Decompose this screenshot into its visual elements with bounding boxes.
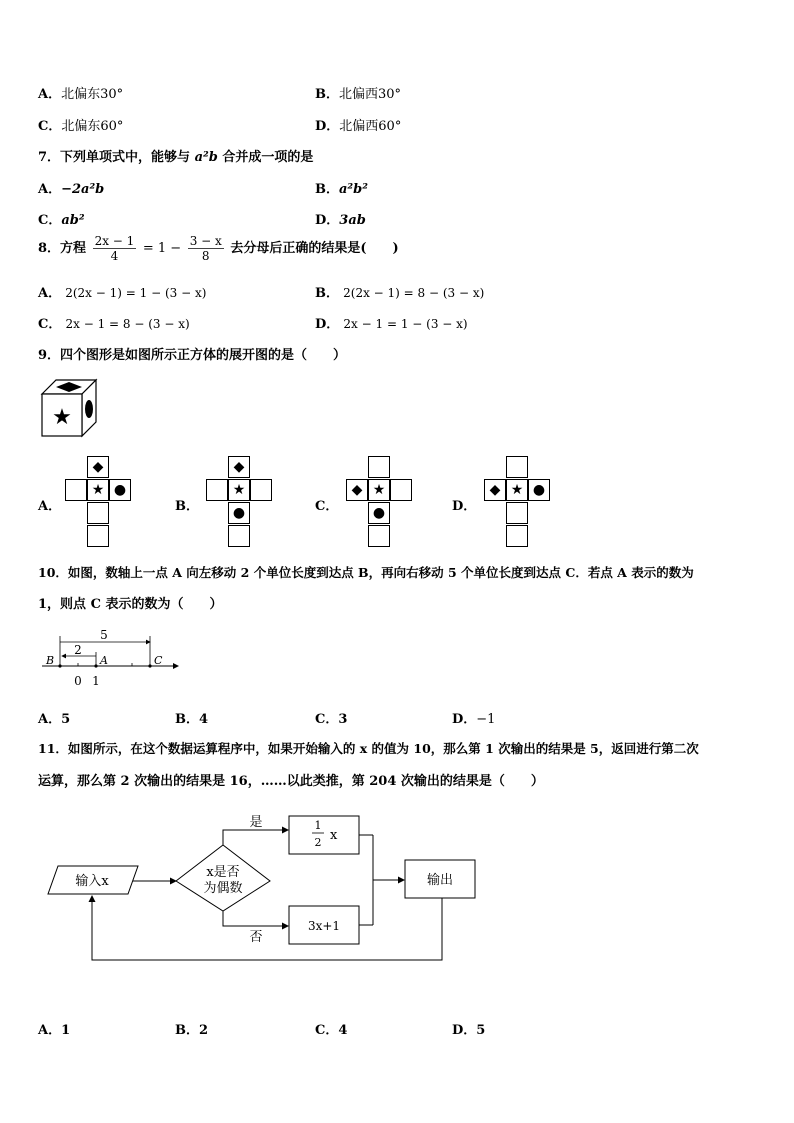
half-numerator: 1 [314,819,322,832]
q8-stem [38,234,399,263]
equals-part: = 1 − [142,241,182,256]
label-5: 5 [100,628,108,642]
diamond-icon: ◆ [489,482,501,498]
dot-icon: ● [532,482,546,498]
option-letter: D． [315,119,340,134]
option-letter: C． [315,712,339,727]
star-icon: ★ [52,405,72,430]
option-text: 3 [338,712,348,727]
cube-figure [40,378,100,440]
q7-option-a [38,178,104,197]
fraction-denominator: 8 [201,249,210,263]
diamond-icon: ◆ [233,459,245,475]
option-text: 5 [476,1023,486,1038]
option-text: 5 [61,712,71,727]
option-letter: B． [175,1023,199,1038]
output-label: 输出 [426,873,454,888]
option-letter: D． [452,1023,477,1038]
option-letter: C． [38,119,62,134]
loop-arrow [92,896,442,960]
q9-option-b-label: B． [175,499,199,514]
label-b: B [46,654,55,667]
stem-text: 去分母后正确的结果是( ) [230,241,399,256]
decision-line1: x是否 [206,865,240,880]
q10-option-d [452,708,495,727]
stem-text: 7．下列单项式中，能够与 [38,150,191,165]
option-letter: A． [38,1023,62,1038]
option-text: −2a²b [61,182,105,197]
q10-stem-line2: 1，则点 C 表示的数为（ ） [38,597,223,612]
option-letter: C． [38,213,62,228]
number-line-figure [40,628,190,690]
diamond-icon: ◆ [351,482,363,498]
dot-icon: ● [372,505,386,521]
option-text: 4 [338,1023,348,1038]
option-text: 2x − 1 = 1 − (3 − x) [343,317,468,331]
q6-option-c [38,115,123,134]
q7-option-c [38,209,85,228]
half-denominator: 2 [314,836,322,849]
q8-option-d [315,313,468,332]
q7-stem [38,146,313,165]
q6-option-a [38,83,123,102]
q11-stem-line2: 运算，那么第 2 次输出的结果是 16，……以此类推，第 204 次输出的结果是（ ） [38,774,544,789]
stem-text: 合并成一项的是 [222,150,314,165]
option-letter: A． [38,712,62,727]
q11-option-d [452,1019,485,1038]
fraction-numerator: 2x − 1 [94,234,135,248]
q10-option-c [315,708,347,727]
option-text: 北偏西30° [339,87,402,102]
q9-option-d-label: D． [452,499,477,514]
dot-icon [85,400,93,418]
q10-stem-line1: 10．如图，数轴上一点 A 向左移动 2 个单位长度到达点 B，再向右移动 5 个单位长度到达点 C．若点 A 表示的数为 [38,565,694,580]
no-label: 否 [249,930,263,945]
dot-icon: ● [232,505,246,521]
option-text: 4 [199,712,209,727]
option-letter: D． [315,213,340,228]
option-letter: D． [315,317,340,332]
option-letter: A． [38,286,62,301]
dot-icon: ● [113,482,127,498]
q6-option-d [315,115,401,134]
diamond-icon: ◆ [92,459,104,475]
flowchart-figure [40,808,490,968]
option-letter: B． [315,87,339,102]
q7-option-b [315,178,368,197]
half-box [289,816,359,854]
option-text: 2 [199,1023,209,1038]
yes-label: 是 [249,815,263,830]
option-text: 北偏东60° [61,119,124,134]
q9-option-c-label: C． [315,499,339,514]
q8-option-c [38,313,190,332]
q11-option-c [315,1019,347,1038]
q8-option-b [315,282,484,301]
option-letter: D． [452,712,477,727]
stem-text: 8．方程 [38,241,87,256]
label-1: 1 [92,674,100,688]
q9-stem: 9．四个图形是如图所示正方体的展开图的是（ ） [38,348,347,363]
option-text: 2x − 1 = 8 − (3 − x) [65,317,190,331]
q9-option-a-label: A． [38,499,62,514]
option-letter: C． [38,317,62,332]
option-text: 2(2x − 1) = 8 − (3 − x) [343,286,485,300]
odd-expression: 3x+1 [307,919,341,933]
q11-option-a [38,1019,70,1038]
option-letter: B． [175,712,199,727]
star-icon: ★ [372,482,386,498]
q6-option-b [315,83,401,102]
option-text: 2(2x − 1) = 1 − (3 − x) [65,286,207,300]
star-icon: ★ [91,482,105,498]
option-text: 3ab [339,213,366,228]
star-icon: ★ [510,482,524,498]
option-text: ab² [61,213,85,228]
option-text: 北偏东30° [61,87,124,102]
option-text: −1 [476,712,496,727]
input-label: 输入x [75,874,109,889]
q7-option-d [315,209,366,228]
fraction-1 [93,234,137,263]
option-text: 北偏西60° [339,119,402,134]
half-variable: x [330,828,338,843]
option-letter: B． [315,286,339,301]
decision-line2: 为偶数 [203,881,243,896]
q11-stem-line1: 11．如图所示，在这个数据运算程序中，如果开始输入的 x 的值为 10，那么第 1 次输出的结果是 5，返回进行第二次 [38,741,699,756]
stem-expression: a²b [194,150,218,165]
label-c: C [154,654,163,667]
fraction-2 [188,234,224,263]
option-text: a²b² [339,182,368,197]
label-a: A [100,654,108,667]
fraction-numerator: 3 − x [189,234,222,248]
option-letter: A． [38,182,62,197]
star-icon: ★ [232,482,246,498]
q10-option-b [175,708,208,727]
fraction-denominator: 4 [110,249,119,263]
option-letter: C． [315,1023,339,1038]
option-text: 1 [61,1023,71,1038]
option-letter: B． [315,182,339,197]
q10-option-a [38,708,70,727]
option-letter: A． [38,87,62,102]
label-2: 2 [74,643,82,657]
q8-option-a [38,282,206,301]
q11-option-b [175,1019,208,1038]
label-0: 0 [74,674,82,688]
